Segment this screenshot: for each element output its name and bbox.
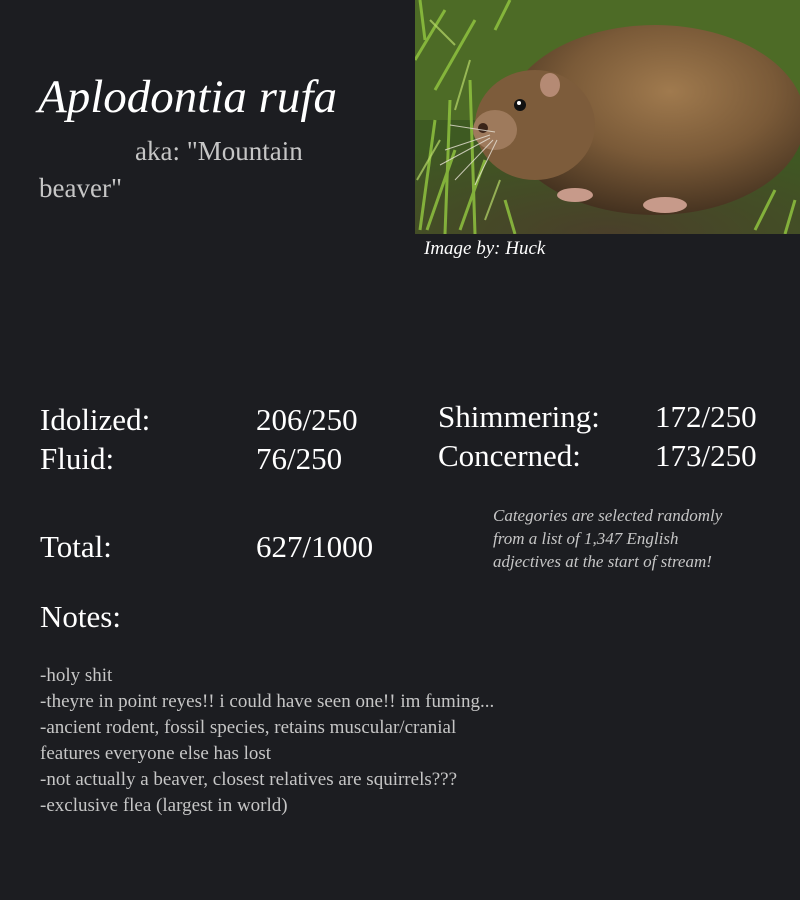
mountain-beaver-photo [415, 0, 800, 234]
categories-note: Categories are selected randomly from a list of 1,347 English adjectives at the start of stream! [493, 506, 723, 571]
notes-heading: Notes: [40, 599, 121, 634]
image-credit: Image by: Huck [424, 238, 546, 259]
stat-value-fluid: 76/250 [256, 441, 343, 476]
stat-label-idolized: Idolized: [40, 402, 151, 437]
total-value: 627/1000 [256, 529, 374, 564]
stat-label-fluid: Fluid: [40, 441, 115, 476]
note-item: -theyre in point reyes!! i could have seen one!! im fuming... [40, 691, 495, 712]
stat-label-shimmering: Shimmering: [438, 399, 600, 434]
note-item: -exclusive flea (largest in world) [40, 795, 288, 816]
note-item: -not actually a beaver, closest relatives are squirrels??? [40, 769, 458, 790]
stat-value-idolized: 206/250 [256, 402, 358, 437]
note-item: -holy shit [40, 665, 113, 686]
stat-label-concerned: Concerned: [438, 438, 581, 473]
notes-list [40, 663, 515, 819]
total-label: Total: [40, 529, 112, 564]
scientific-name-title: Aplodontia rufa [38, 71, 337, 123]
common-name-subtitle: aka: "Mountain beaver" [39, 136, 303, 203]
stat-value-concerned: 173/250 [655, 438, 757, 473]
stat-value-shimmering: 172/250 [655, 399, 757, 434]
note-item: -ancient rodent, fossil species, retains muscular/cranial features everyone else has lost [40, 717, 457, 764]
